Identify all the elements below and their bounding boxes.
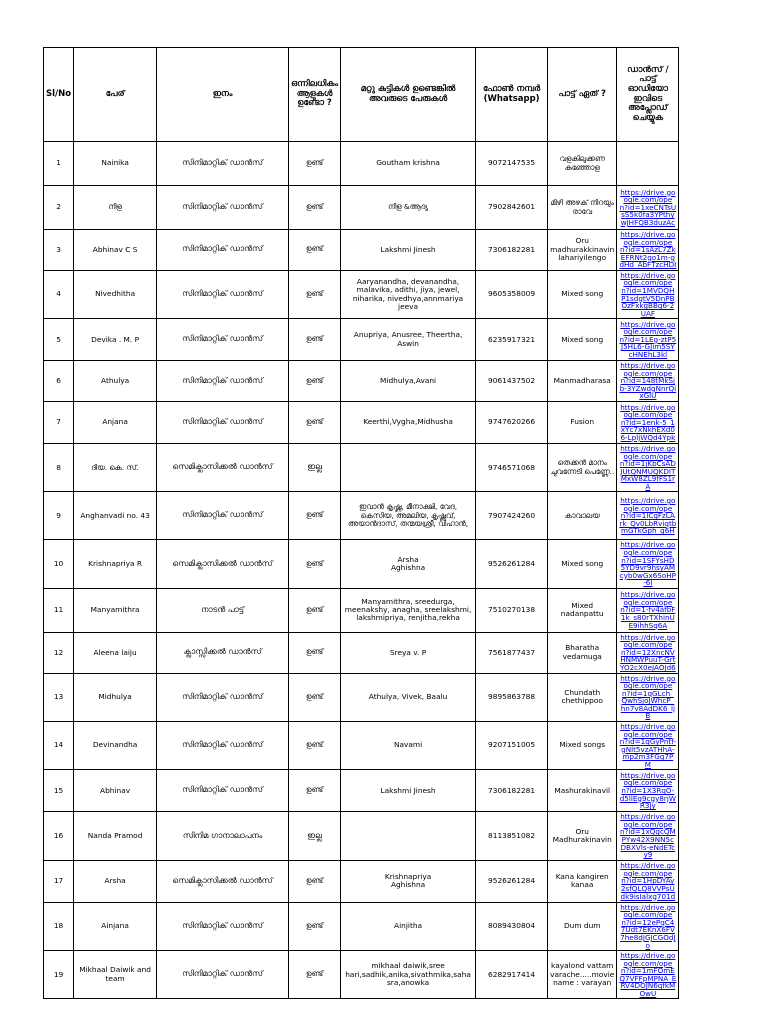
cell-sl: 4 bbox=[44, 270, 74, 318]
cell-name: Arsha bbox=[74, 860, 157, 902]
cell-item: സിനിമാറ്റിക് ഡാൻസ് bbox=[157, 902, 289, 950]
cell-group: ഉണ്ട് bbox=[289, 588, 341, 632]
cell-song: kayalond vattam varache.....movie name : varayan bbox=[548, 951, 617, 999]
upload-link[interactable]: https://drive.google.com/open?id=1SFYsHD5YD9vr9hsyAMcyb0wGx6SoHP-6I bbox=[619, 540, 677, 588]
upload-link[interactable]: https://drive.google.com/open?id=1X3RqO-d5llEg9cgy8rjWR3Jy bbox=[619, 770, 676, 811]
cell-name: Devika . M. P bbox=[74, 319, 157, 361]
cell-group: ഉണ്ട് bbox=[289, 902, 341, 950]
cell-upload-link bbox=[617, 588, 679, 632]
cell-name: Aleena laiju bbox=[74, 632, 157, 673]
cell-other-participants: Aaryanandha, devanandha, malavika, adithi, jiya, jewel, niharika, nivedhya,annmariya jeeva bbox=[341, 270, 476, 318]
table-row bbox=[44, 812, 679, 860]
cell-song: Mixed songs bbox=[548, 721, 617, 769]
table-row bbox=[44, 951, 679, 999]
cell-upload-link bbox=[617, 721, 679, 769]
cell-other-participants: Sreya v. P bbox=[341, 632, 476, 673]
cell-phone: 6282917414 bbox=[476, 951, 548, 999]
table-row bbox=[44, 270, 679, 318]
cell-group: ഉണ്ട് bbox=[289, 673, 341, 721]
cell-name: Devinandha bbox=[74, 721, 157, 769]
cell-song: Mashurakinavil bbox=[548, 770, 617, 812]
upload-link[interactable]: https://drive.google.com/open?id=1enk-5_1xYc7xNkhEXd06-LpljWQd4Ypk bbox=[620, 402, 676, 442]
cell-other-participants: ഇവാൻ കൃഷ്ണ, മീനാക്ഷി, വേദ, കെസിയ, അമലിയ, കൃഷ്ണവ്, അയാൻദാസ്, തന്മയശ്രീ, വിഹാൻ, bbox=[341, 492, 476, 540]
cell-sl: 14 bbox=[44, 721, 74, 769]
cell-phone: 9526261284 bbox=[476, 860, 548, 902]
cell-group: ഉണ്ട് bbox=[289, 540, 341, 588]
cell-song: Mixed nadanpattu bbox=[548, 588, 617, 632]
cell-upload-link bbox=[617, 319, 679, 361]
table-row bbox=[44, 588, 679, 632]
cell-item: സിനിമാറ്റിക് ഡാൻസ് bbox=[157, 492, 289, 540]
cell-phone: 9061437502 bbox=[476, 361, 548, 402]
cell-other-participants bbox=[341, 444, 476, 492]
cell-sl: 12 bbox=[44, 632, 74, 673]
cell-song: Kana kangiren kanaa bbox=[548, 860, 617, 902]
cell-name: Abhinav bbox=[74, 770, 157, 812]
cell-upload-link bbox=[617, 444, 679, 492]
cell-group: ഉണ്ട് bbox=[289, 951, 341, 999]
cell-upload-link bbox=[617, 902, 679, 950]
registration-table bbox=[43, 47, 679, 999]
cell-phone: 9526261284 bbox=[476, 540, 548, 588]
cell-name: Anjana bbox=[74, 402, 157, 444]
cell-name: Nanda Pramod bbox=[74, 812, 157, 860]
registration-sheet bbox=[43, 47, 679, 999]
cell-item: സെമിക്ലാസിക്കൽ ഡാൻസ് bbox=[157, 860, 289, 902]
cell-upload-link bbox=[617, 142, 679, 186]
cell-name: Abhinav C S bbox=[74, 230, 157, 271]
cell-upload-link bbox=[617, 270, 679, 318]
cell-upload-link bbox=[617, 673, 679, 721]
cell-sl: 19 bbox=[44, 951, 74, 999]
cell-group: ഉണ്ട് bbox=[289, 319, 341, 361]
cell-other-participants: Lakshmi Jinesh bbox=[341, 230, 476, 271]
table-row bbox=[44, 860, 679, 902]
cell-item: സിനിമാറ്റിക് ഡാൻസ് bbox=[157, 721, 289, 769]
table-row bbox=[44, 492, 679, 540]
table-row bbox=[44, 770, 679, 812]
upload-link[interactable]: https://drive.google.com/open?id=148tMkSjb-3YZwdgNnrQixGlU bbox=[619, 361, 677, 401]
cell-song: Oru Madhurakinavin bbox=[548, 812, 617, 860]
header-other-participants: മറ്റു കുട്ടികൾ ഉണ്ടെങ്കിൽ അവരുടെ പേരുകൾ bbox=[341, 48, 476, 142]
upload-link[interactable]: https://drive.google.com/open?id=1lCgFzLArk_Qv0LbRviqtbmGTkGph_g6H bbox=[619, 495, 677, 536]
cell-item: സിനിമാറ്റിക് ഡാൻസ് bbox=[157, 270, 289, 318]
upload-link[interactable]: https://drive.google.com/open?id=1LEg-ztP5J5HL6-GJim5SYcHNEhL3kl bbox=[619, 319, 677, 360]
cell-song: Manmadharasa bbox=[548, 361, 617, 402]
cell-sl: 5 bbox=[44, 319, 74, 361]
cell-group: ഇല്ല bbox=[289, 444, 341, 492]
cell-sl: 18 bbox=[44, 902, 74, 950]
cell-upload-link bbox=[617, 402, 679, 444]
upload-link[interactable]: https://drive.google.com/open?id=1MVDQHP1sdgtV5DnPBOzFxkgBBg6-2UAF bbox=[620, 270, 676, 318]
cell-sl: 11 bbox=[44, 588, 74, 632]
cell-song: കാവാലയ bbox=[548, 492, 617, 540]
cell-upload-link bbox=[617, 812, 679, 860]
cell-sl: 3 bbox=[44, 230, 74, 271]
cell-phone: 9895863788 bbox=[476, 673, 548, 721]
cell-group: ഉണ്ട് bbox=[289, 186, 341, 230]
table-row bbox=[44, 319, 679, 361]
cell-upload-link bbox=[617, 361, 679, 402]
header-sl: Sl/No bbox=[44, 48, 74, 142]
table-row bbox=[44, 230, 679, 271]
table-row bbox=[44, 721, 679, 769]
cell-item: സിനിമാറ്റിക് ഡാൻസ് bbox=[157, 402, 289, 444]
cell-name: നിള bbox=[74, 186, 157, 230]
cell-song: Chundath chethippoo bbox=[548, 673, 617, 721]
cell-other-participants: Anupriya, Anusree, Theertha, Aswin bbox=[341, 319, 476, 361]
cell-item: സിനിമാറ്റിക് ഡാൻസ് bbox=[157, 673, 289, 721]
cell-name: Midhulya bbox=[74, 673, 157, 721]
cell-phone: 7510270138 bbox=[476, 588, 548, 632]
cell-sl: 16 bbox=[44, 812, 74, 860]
cell-song: Mixed song bbox=[548, 270, 617, 318]
cell-other-participants: Athulya, Vivek, Baalu bbox=[341, 673, 476, 721]
cell-song: Bharatha vedamuga bbox=[548, 632, 617, 673]
cell-sl: 7 bbox=[44, 402, 74, 444]
cell-song: Fusion bbox=[548, 402, 617, 444]
cell-other-participants: Goutham krishna bbox=[341, 142, 476, 186]
header-item: ഇനം bbox=[157, 48, 289, 142]
cell-group: ഉണ്ട് bbox=[289, 492, 341, 540]
cell-name: Manyamithra bbox=[74, 588, 157, 632]
table-row bbox=[44, 540, 679, 588]
cell-phone: 9746571068 bbox=[476, 444, 548, 492]
cell-phone: 7561877437 bbox=[476, 632, 548, 673]
cell-other-participants: Midhulya,Avani bbox=[341, 361, 476, 402]
header-phone: ഫോൺ നമ്പർ (Whatsapp) bbox=[476, 48, 548, 142]
cell-upload-link bbox=[617, 492, 679, 540]
cell-upload-link bbox=[617, 540, 679, 588]
table-row bbox=[44, 186, 679, 230]
cell-phone: 9072147535 bbox=[476, 142, 548, 186]
cell-other-participants: mikhaal daiwik,sree hari,sadhik,anika,sivathmika,saha sra,anowka bbox=[341, 951, 476, 999]
upload-link[interactable]: https://drive.google.com/open?id=1HpDYAy2sfQLQ8VVPsUdk9isIalxg701d bbox=[620, 861, 676, 901]
cell-sl: 15 bbox=[44, 770, 74, 812]
cell-name: Mikhaal Daiwik and team bbox=[74, 951, 157, 999]
cell-phone: 7902842601 bbox=[476, 186, 548, 230]
cell-other-participants: Manyamithra, sreedurga, meenakshy, anagha, sreelakshmi, lakshmipriya, renjitha,rekha bbox=[341, 588, 476, 632]
table-row bbox=[44, 444, 679, 492]
cell-sl: 13 bbox=[44, 673, 74, 721]
cell-group: ഇല്ല bbox=[289, 812, 341, 860]
cell-group: ഉണ്ട് bbox=[289, 270, 341, 318]
cell-other-participants: Arsha Aghishna bbox=[341, 540, 476, 588]
table-row bbox=[44, 632, 679, 673]
upload-link[interactable]: https://drive.google.com/open?id=1mFOmEQ7VFFpMPNA_ERV4DOJN6qfkMOwU bbox=[619, 951, 677, 998]
cell-name: Krishnapriya R bbox=[74, 540, 157, 588]
cell-song: Dum dum bbox=[548, 902, 617, 950]
cell-sl: 6 bbox=[44, 361, 74, 402]
cell-phone: 8089430804 bbox=[476, 902, 548, 950]
cell-phone: 7306182281 bbox=[476, 770, 548, 812]
upload-link[interactable]: https://drive.google.com/open?id=12ePqC47Udt7EKnX6FV7he8dJGJCGOdJo bbox=[620, 902, 676, 950]
cell-item: സെമിക്ലാസിക്കൽ ഡാൻസ് bbox=[157, 540, 289, 588]
table-body bbox=[44, 142, 679, 999]
cell-sl: 1 bbox=[44, 142, 74, 186]
cell-item: സിനിമാറ്റിക് ഡാൻസ് bbox=[157, 361, 289, 402]
header-song: പാട്ട് ഏത് ? bbox=[548, 48, 617, 142]
cell-phone: 7907424260 bbox=[476, 492, 548, 540]
cell-item: സിനിമാറ്റിക് ഡാൻസ് bbox=[157, 186, 289, 230]
cell-phone: 7306182281 bbox=[476, 230, 548, 271]
upload-link[interactable]: https://drive.google.com/open?id=1-fv4afbF1k_s80rTXhinUE9ihhSq6A bbox=[620, 590, 676, 630]
cell-group: ഉണ്ട് bbox=[289, 721, 341, 769]
cell-other-participants: Keerthi,Vygha,Midhusha bbox=[341, 402, 476, 444]
cell-group: ഉണ്ട് bbox=[289, 860, 341, 902]
cell-item: സിനിമാറ്റിക് ഡാൻസ് bbox=[157, 770, 289, 812]
cell-other-participants: Krishnapriya Aghishna bbox=[341, 860, 476, 902]
cell-name: ദിയ. കെ. സ്. bbox=[74, 444, 157, 492]
cell-sl: 10 bbox=[44, 540, 74, 588]
cell-phone: 9605358009 bbox=[476, 270, 548, 318]
cell-upload-link bbox=[617, 632, 679, 673]
header-row bbox=[44, 48, 679, 142]
upload-link[interactable]: https://drive.google.com/open?id=1qGyPntf-gNlt5vzATHhA-mp2m3FGg7PM bbox=[619, 721, 676, 769]
cell-name: Anghanvadi no. 43 bbox=[74, 492, 157, 540]
cell-other-participants: Ainjitha bbox=[341, 902, 476, 950]
cell-other-participants: നിള &ആദ്യ bbox=[341, 186, 476, 230]
cell-sl: 9 bbox=[44, 492, 74, 540]
cell-sl: 8 bbox=[44, 444, 74, 492]
cell-sl: 17 bbox=[44, 860, 74, 902]
cell-other-participants: Lakshmi Jinesh bbox=[341, 770, 476, 812]
cell-song: വളകിലുക്കണ കുഞ്ഞോള bbox=[548, 142, 617, 186]
cell-item: സെമിക്ലാസിക്കൽ ഡാൻസ് bbox=[157, 444, 289, 492]
cell-song: Oru madhurakkinavin lahariyilengo bbox=[548, 230, 617, 271]
cell-item: സിനിമാറ്റിക് ഡാൻസ് bbox=[157, 230, 289, 271]
table-row bbox=[44, 142, 679, 186]
cell-sl: 2 bbox=[44, 186, 74, 230]
cell-group: ഉണ്ട് bbox=[289, 770, 341, 812]
upload-link[interactable]: https://drive.google.com/open?id=12XncNVHNMWPuuT-GrtYO2cX0eJAOJd6 bbox=[619, 632, 676, 672]
table-row bbox=[44, 673, 679, 721]
upload-link[interactable]: https://drive.google.com/open?id=1qGLch_QwhSjoJWhcP_hn7v8AdDK6_ljB bbox=[620, 673, 676, 721]
cell-item: ക്ലാസ്സിക്കൽ ഡാൻസ് bbox=[157, 632, 289, 673]
cell-song: മിഴി അഴക് നിറയും രാവേ bbox=[548, 186, 617, 230]
table-row bbox=[44, 902, 679, 950]
cell-group: ഉണ്ട് bbox=[289, 402, 341, 444]
cell-other-participants bbox=[341, 812, 476, 860]
cell-upload-link bbox=[617, 951, 679, 999]
cell-upload-link bbox=[617, 860, 679, 902]
cell-item: സിനിമാറ്റിക് ഡാൻസ് bbox=[157, 319, 289, 361]
cell-group: ഉണ്ട് bbox=[289, 632, 341, 673]
cell-group: ഉണ്ട് bbox=[289, 230, 341, 271]
table-row bbox=[44, 361, 679, 402]
cell-upload-link bbox=[617, 186, 679, 230]
cell-song: തെക്കൻ മാനം ചുവന്നേടി പെണ്ണേ.. bbox=[548, 444, 617, 492]
cell-other-participants: Navami bbox=[341, 721, 476, 769]
cell-upload-link bbox=[617, 770, 679, 812]
cell-upload-link bbox=[617, 230, 679, 271]
cell-group: ഉണ്ട് bbox=[289, 361, 341, 402]
table-row bbox=[44, 402, 679, 444]
header-group: ഒന്നിലധികം ആളുകൾ ഉണ്ടോ ? bbox=[289, 48, 341, 142]
cell-item: സിനിമ ഗാനാലാപനം bbox=[157, 812, 289, 860]
cell-item: നാടൻ പാട്ട് bbox=[157, 588, 289, 632]
cell-name: Nivedhitha bbox=[74, 270, 157, 318]
cell-name: Athulya bbox=[74, 361, 157, 402]
cell-phone: 9207151005 bbox=[476, 721, 548, 769]
cell-name: Nainika bbox=[74, 142, 157, 186]
cell-phone: 6235917321 bbox=[476, 319, 548, 361]
cell-phone: 9747620266 bbox=[476, 402, 548, 444]
cell-item: സിനിമാറ്റിക് ഡാൻസ് bbox=[157, 951, 289, 999]
upload-link[interactable]: https://drive.google.com/open?id=1sAzL7ZkEFRNt2go1m-gdHd_AbFTzcHDI bbox=[619, 230, 677, 270]
cell-item: സിനിമാറ്റിക് ഡാൻസ് bbox=[157, 142, 289, 186]
upload-link[interactable]: https://drive.google.com/open?id=1xeCNTsUsS5k0fa3YPthywJHFQB3duzAc bbox=[619, 187, 677, 227]
cell-phone: 8113851082 bbox=[476, 812, 548, 860]
cell-name: Ainjana bbox=[74, 902, 157, 950]
upload-link[interactable]: https://drive.google.com/open?id=1xQgcQMPYw42X9NN5cDBXVls-eNdETcy9 bbox=[619, 812, 676, 860]
header-name: പേര് bbox=[74, 48, 157, 142]
cell-song: Mixed song bbox=[548, 540, 617, 588]
cell-group: ഉണ്ട് bbox=[289, 142, 341, 186]
cell-song: Mixed song bbox=[548, 319, 617, 361]
upload-link[interactable]: https://drive.google.com/open?id=1jKbCsADJUtQNMUQKDITMxW8ZL9fFS1rA bbox=[619, 444, 676, 491]
header-upload-link: ഡാൻസ് /പാട്ട് ഓഡിയോ ഇവിടെ അപ്ലോഡ് ചെയ്യുക bbox=[617, 48, 679, 142]
